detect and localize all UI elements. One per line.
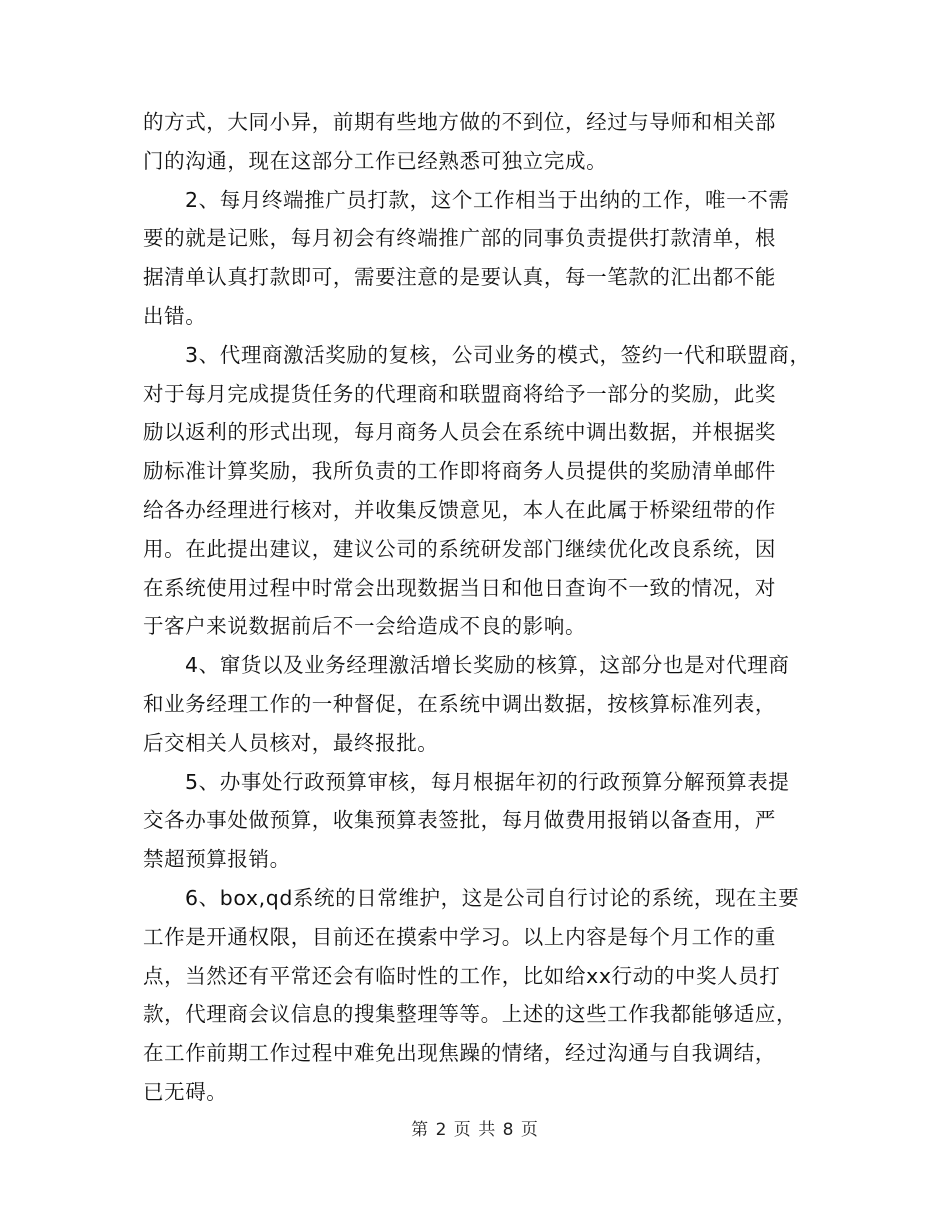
paragraph-first-line: 4、窜货以及业务经理激活增长奖励的核算，这部分也是对代理商 — [185, 653, 790, 678]
text-line: 要的就是记账，每月初会有终端推广部的同事负责提供打款清单，根 — [143, 226, 776, 251]
text-line: 点，当然还有平常还会有临时性的工作，比如给xx行动的中奖人员打 — [143, 963, 781, 988]
text-line: 给各办经理进行核对，并收集反馈意见，本人在此属于桥梁纽带的作 — [143, 497, 776, 522]
text-line: 在系统使用过程中时常会出现数据当日和他日查询不一致的情况，对 — [143, 575, 776, 600]
text-line: 用。在此提出建议，建议公司的系统研发部门继续优化改良系统，因 — [143, 536, 776, 561]
text-line: 和业务经理工作的一种督促，在系统中调出数据，按核算标准列表， — [143, 691, 776, 716]
text-line: 励标准计算奖励，我所负责的工作即将商务人员提供的奖励清单邮件 — [143, 459, 776, 484]
text-line: 后交相关人员核对，最终报批。 — [143, 730, 439, 755]
text-line: 在工作前期工作过程中难免出现焦躁的情绪，经过沟通与自我调结， — [143, 1041, 776, 1066]
text-line: 的方式，大同小异，前期有些地方做的不到位，经过与导师和相关部 — [143, 110, 776, 134]
text-line: 工作是开通权限，目前还在摸索中学习。以上内容是每个月工作的重 — [143, 924, 776, 949]
text-line: 对于每月完成提货任务的代理商和联盟商将给予一部分的奖励，此奖 — [143, 381, 776, 406]
text-line: 于客户来说数据前后不一会给造成不良的影响。 — [143, 614, 587, 639]
text-line: 门的沟通，现在这部分工作已经熟悉可独立完成。 — [143, 148, 608, 173]
text-line: 禁超预算报销。 — [143, 847, 291, 872]
text-line: 交各办事处做预算，收集预算表签批，每月做费用报销以备查用，严 — [143, 808, 776, 833]
text-line: 款，代理商会议信息的搜集整理等等。上述的这些工作我都能够适应， — [143, 1002, 798, 1027]
text-line: 据清单认真打款即可，需要注意的是要认真，每一笔款的汇出都不能 — [143, 265, 776, 290]
text-line: 励以返利的形式出现，每月商务人员会在系统中调出数据，并根据奖 — [143, 420, 776, 445]
paragraph-first-line: 6、box,qd系统的日常维护，这是公司自行讨论的系统，现在主要 — [185, 885, 800, 910]
paragraph-first-line: 3、代理商激活奖励的复核，公司业务的模式，签约一代和联盟商， — [185, 342, 811, 367]
paragraph-first-line: 2、每月终端推广员打款，这个工作相当于出纳的工作，唯一不需 — [185, 187, 790, 212]
text-line: 已无碍。 — [143, 1079, 228, 1104]
text-line: 出错。 — [143, 303, 207, 328]
paragraph-first-line: 5、办事处行政预算审核，每月根据年初的行政预算分解预算表提 — [185, 769, 790, 794]
page-number-footer: 第 2 页 共 8 页 — [411, 1120, 539, 1140]
document-body — [143, 103, 833, 1112]
